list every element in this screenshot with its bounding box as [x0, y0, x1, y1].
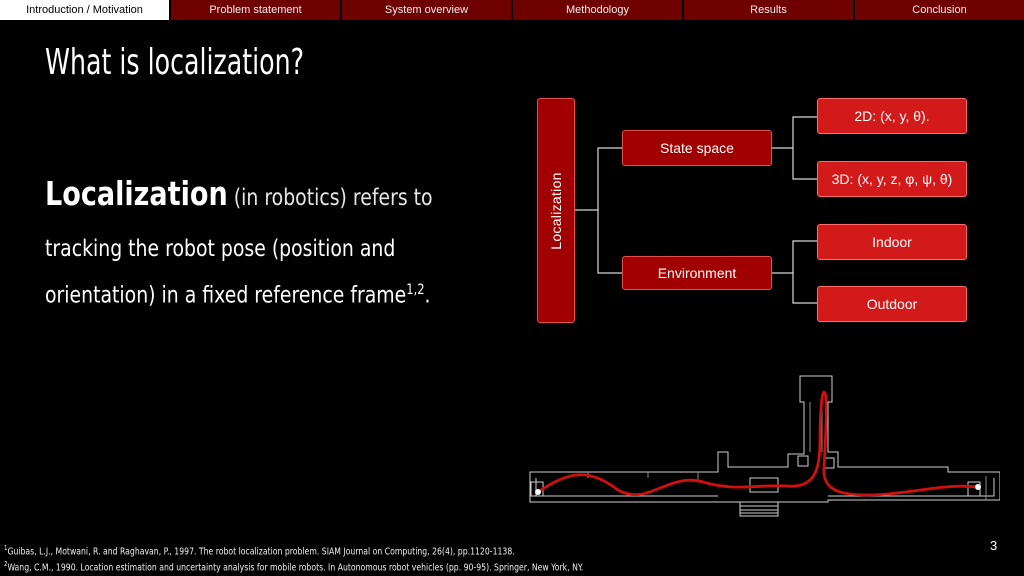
page-number: 3: [990, 538, 998, 553]
end-marker: [975, 484, 981, 490]
definition-aside: (in robotics) refers to: [233, 185, 433, 211]
floor-plan-walls: [530, 376, 1000, 516]
definition-line-2: tracking the robot pose (position and: [45, 236, 396, 262]
definition-term: Localization: [45, 174, 228, 213]
slide-title: What is localization?: [45, 42, 305, 83]
footnote-2-marker: 2: [4, 560, 8, 569]
node-localization-root: [537, 98, 575, 323]
node-environment: Environment: [622, 256, 772, 290]
nav-tab-problem-statement[interactable]: Problem statement: [171, 0, 340, 20]
definition-line-3-text: orientation) in a fixed reference frame: [45, 282, 407, 309]
nav-tab-methodology[interactable]: Methodology: [513, 0, 682, 20]
nav-tab-introduction[interactable]: Introduction / Motivation: [0, 0, 169, 20]
connector-2d: [772, 117, 817, 148]
footnote-1: [4, 542, 583, 558]
definition-line-3-end: .: [424, 282, 431, 309]
node-indoor: Indoor: [817, 224, 967, 260]
nav-tab-conclusion[interactable]: Conclusion: [855, 0, 1024, 20]
nav-tab-system-overview[interactable]: System overview: [342, 0, 511, 20]
node-2d: 2D: (x, y, θ).: [817, 98, 967, 134]
connector-3d: [793, 148, 817, 179]
definition-line-3: [45, 282, 431, 309]
section-nav: [0, 0, 1024, 22]
nav-tab-results[interactable]: Results: [684, 0, 853, 20]
footnotes: [4, 542, 583, 575]
footnote-1-text: Guibas, L.J., Motwani, R. and Raghavan, P., 1997. The robot localization problem. SIAM Journal on Computing, 26(4), pp.1120-1138.: [7, 546, 515, 558]
node-localization-label: Localization: [548, 171, 565, 250]
floor-plan-map: [528, 372, 1000, 522]
node-3d: 3D: (x, y, z, φ, ψ, θ): [817, 161, 967, 197]
robot-trajectory: [538, 392, 978, 495]
footnote-2: [4, 558, 583, 574]
connector-indoor: [772, 241, 817, 273]
connector-state-space: [575, 148, 622, 210]
citation-superscript[interactable]: 1,2: [406, 282, 425, 298]
definition-line-1: [45, 174, 433, 213]
node-state-space: State space: [622, 130, 772, 166]
footnote-2-text: Wang, C.M., 1990. Location estimation and uncertainty analysis for mobile robots. In Autonomous robot vehicles (pp. 90-95). Springer, New York, NY.: [7, 562, 584, 574]
footnote-1-marker: 1: [4, 544, 8, 552]
connector-environment: [598, 210, 622, 273]
node-outdoor: Outdoor: [817, 286, 967, 322]
start-marker: [535, 489, 541, 495]
connector-outdoor: [793, 273, 817, 303]
